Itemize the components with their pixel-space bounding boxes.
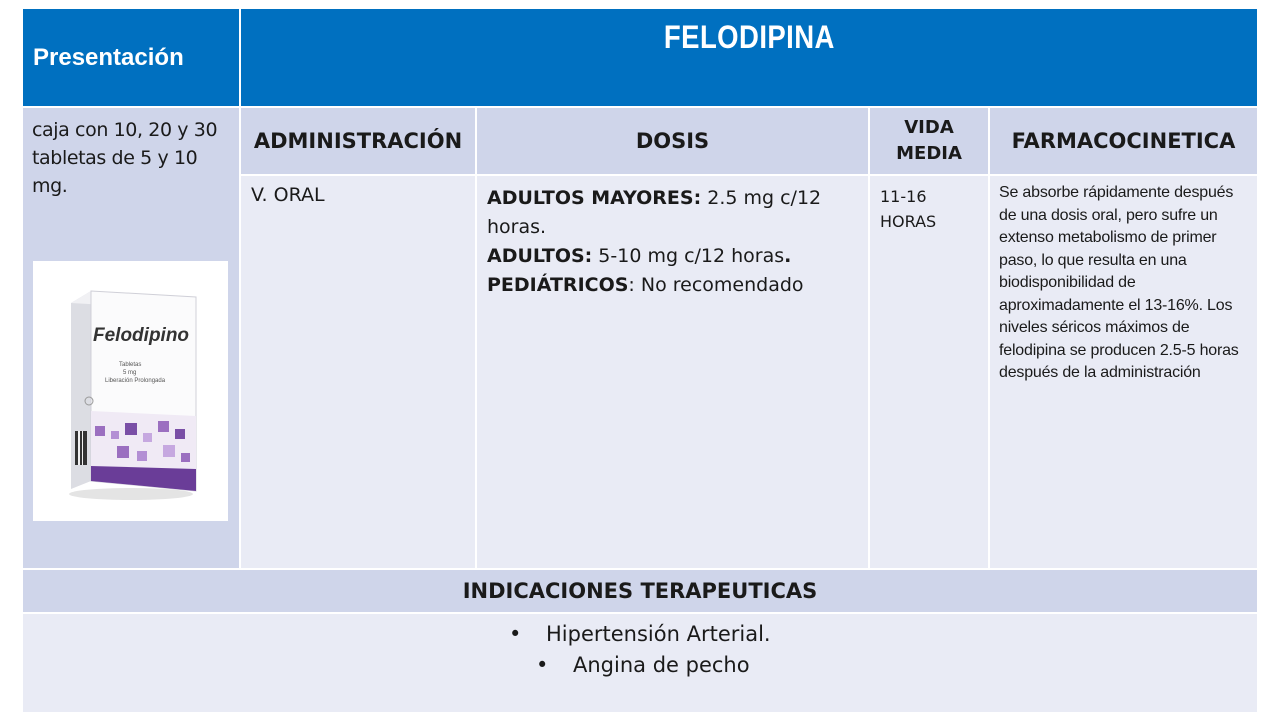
product-line2: 5 mg xyxy=(123,370,137,376)
farmacocinetica-text: Se absorbe rápidamente después de una dosis oral, pero sufre un extenso metabolismo de primer paso, lo que resulta en una biodisponibilidad de aproximadamente el 13-16%. Los niveles séricos máximos de felodipina se producen 2.5-5 horas después de la administración xyxy=(999,184,1239,381)
presentacion-header xyxy=(23,9,239,106)
felodipino-box-picture xyxy=(33,261,228,521)
indicaciones-title: INDICACIONES TERAPEUTICAS xyxy=(462,579,818,603)
column-header-vida-label: VIDA xyxy=(904,117,954,138)
dosis-pediatricos xyxy=(487,271,862,300)
list-item xyxy=(509,622,771,646)
cell-vida-media xyxy=(870,176,988,568)
dosis-adultos-label: ADULTOS: xyxy=(487,245,593,267)
dosis-adultos-period: . xyxy=(784,245,792,267)
column-header-administracion xyxy=(241,108,475,174)
dosis-adultos-mayores-label: ADULTOS MAYORES: xyxy=(487,187,702,209)
indicaciones-header xyxy=(23,570,1257,612)
drug-title: FELODIPINA xyxy=(663,19,835,55)
drug-title-header xyxy=(241,9,1257,106)
vida-media-range: 11-16 xyxy=(880,187,927,206)
dosis-pediatricos-value: : No recomendado xyxy=(628,274,804,296)
presentacion-text: caja con 10, 20 y 30 tabletas de 5 y 10 mg. xyxy=(32,119,218,197)
column-header-dosis-label: DOSIS xyxy=(635,129,710,153)
bullet-icon: • xyxy=(536,653,549,677)
product-image xyxy=(33,261,228,521)
dosis-adultos-value: 5-10 mg c/12 horas xyxy=(592,245,785,267)
cell-administracion xyxy=(241,176,475,568)
indicaciones-list xyxy=(23,614,1257,712)
indicacion-text: Hipertensión Arterial. xyxy=(546,622,771,646)
product-brand: Felodipino xyxy=(93,325,190,346)
administracion-value: V. ORAL xyxy=(251,184,325,206)
indicacion-text: Angina de pecho xyxy=(573,653,750,677)
presentacion-header-label: Presentación xyxy=(33,43,184,71)
column-header-dosis xyxy=(477,108,868,174)
column-header-media-label: MEDIA xyxy=(896,143,962,164)
column-header-farmacocinetica xyxy=(990,108,1257,174)
cell-dosis xyxy=(477,176,868,568)
list-item xyxy=(536,653,750,677)
presentacion-cell xyxy=(23,108,239,568)
bullet-icon: • xyxy=(509,622,522,646)
dosis-adultos xyxy=(487,242,862,271)
column-header-farmacocinetica-label: FARMACOCINETICA xyxy=(1011,129,1236,153)
vida-media-unit: HORAS xyxy=(880,212,937,231)
cell-farmacocinetica xyxy=(990,176,1257,568)
column-header-administracion-label: ADMINISTRACIÓN xyxy=(253,129,463,153)
product-line1: Tabletas xyxy=(119,362,142,368)
column-header-vida-media xyxy=(870,108,988,174)
dosis-adultos-mayores-value: 2.5 mg c/12 horas. xyxy=(487,187,822,238)
product-line3: Liberación Prolongada xyxy=(105,378,166,384)
dosis-adultos-mayores xyxy=(487,184,862,242)
dosis-pediatricos-label: PEDIÁTRICOS xyxy=(487,274,629,296)
